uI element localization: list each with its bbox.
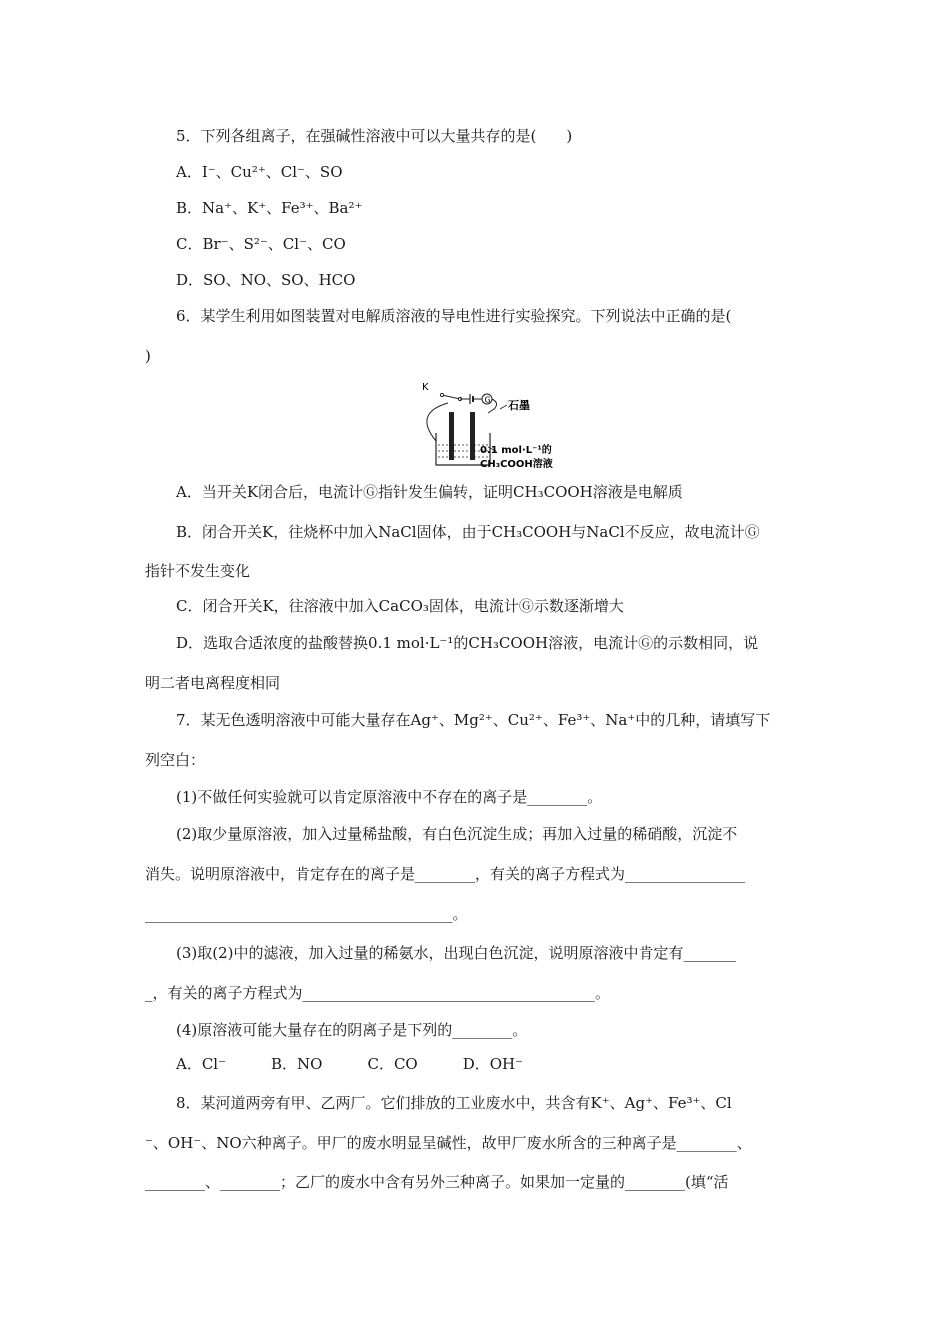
electrode-label: 石墨 bbox=[508, 399, 530, 412]
switch-label: K bbox=[422, 382, 429, 393]
graphite-electrode-right bbox=[470, 412, 475, 460]
q6-option-d-line1: D．选取合适浓度的盐酸替换0.1 mol·L⁻¹的CH₃COOH溶液，电流计Ⓖ的示数相同，说 bbox=[176, 634, 759, 652]
q7-part2-line2: 消失。说明原溶液中，肯定存在的离子是________，有关的离子方程式为________________ bbox=[145, 865, 746, 883]
q5-option-d: D．SO、NO、SO、HCO bbox=[176, 271, 356, 289]
q7-part2-line1: (2)取少量原溶液，加入过量稀盐酸，有白色沉淀生成；再加入过量的稀硝酸，沉淀不 bbox=[176, 825, 738, 843]
q8-line1: 8．某河道两旁有甲、乙两厂。它们排放的工业废水中，共含有K⁺、Ag⁺、Fe³⁺、Cl bbox=[176, 1094, 732, 1112]
q6-option-a: A．当开关K闭合后，电流计Ⓖ指针发生偏转，证明CH₃COOH溶液是电解质 bbox=[176, 483, 683, 501]
q7-part2-line3: _________________________________________。 bbox=[145, 905, 468, 923]
conductivity-apparatus-diagram bbox=[408, 379, 568, 471]
q6-stem-line1: 6．某学生利用如图装置对电解质溶液的导电性进行实验探究。下列说法中正确的是( bbox=[176, 307, 732, 325]
q6-option-b-line1: B．闭合开关K，往烧杯中加入NaCl固体，由于CH₃COOH与NaCl不反应，故电流计Ⓖ bbox=[176, 523, 760, 541]
solution-label-line2: CH₃COOH溶液 bbox=[480, 459, 553, 470]
q7-part1: (1)不做任何实验就可以肯定原溶液中不存在的离子是________。 bbox=[176, 788, 603, 806]
q5-option-b: B．Na⁺、K⁺、Fe³⁺、Ba²⁺ bbox=[176, 199, 363, 217]
q7-part3-line2: _，有关的离子方程式为_______________________________________。 bbox=[145, 984, 611, 1002]
q6-option-d-line2: 明二者电离程度相同 bbox=[145, 674, 281, 692]
q7-stem-line2: 列空白： bbox=[145, 751, 206, 769]
solution-label-line1: 0.1 mol·L⁻¹的 bbox=[480, 445, 552, 456]
q6-stem-line2: ) bbox=[145, 347, 151, 365]
q7-part4: (4)原溶液可能大量存在的阴离子是下列的________。 bbox=[176, 1021, 528, 1039]
graphite-electrode-left bbox=[449, 412, 454, 460]
q5-option-c: C．Br⁻、S²⁻、Cl⁻、CO bbox=[176, 235, 346, 253]
q6-option-c: C．闭合开关K，往溶液中加入CaCO₃固体，电流计Ⓖ示数逐渐增大 bbox=[176, 597, 624, 615]
q6-option-b-line2: 指针不发生变化 bbox=[145, 562, 251, 580]
q5-stem: 5．下列各组离子，在强碱性溶液中可以大量共存的是( ) bbox=[176, 127, 573, 145]
q7-part3-line1: (3)取(2)中的滤液，加入过量的稀氨水，出现白色沉淀，说明原溶液中肯定有_______ bbox=[176, 944, 736, 962]
meter-label: G bbox=[484, 395, 491, 405]
q8-line2: ⁻、OH⁻、NO六种离子。甲厂的废水明显呈碱性，故甲厂废水所含的三种离子是________、 bbox=[145, 1134, 752, 1152]
q7-stem-line1: 7．某无色透明溶液中可能大量存在Ag⁺、Mg²⁺、Cu²⁺、Fe³⁺、Na⁺中的几种，请填写下 bbox=[176, 711, 771, 729]
q7-part4-options: A．Cl⁻ B．NO C．CO D．OH⁻ bbox=[176, 1055, 524, 1073]
q8-line3: ________、________；乙厂的废水中含有另外三种离子。如果加一定量的________(填“活 bbox=[145, 1173, 729, 1191]
q5-option-a: A．I⁻、Cu²⁺、Cl⁻、SO bbox=[176, 163, 343, 181]
